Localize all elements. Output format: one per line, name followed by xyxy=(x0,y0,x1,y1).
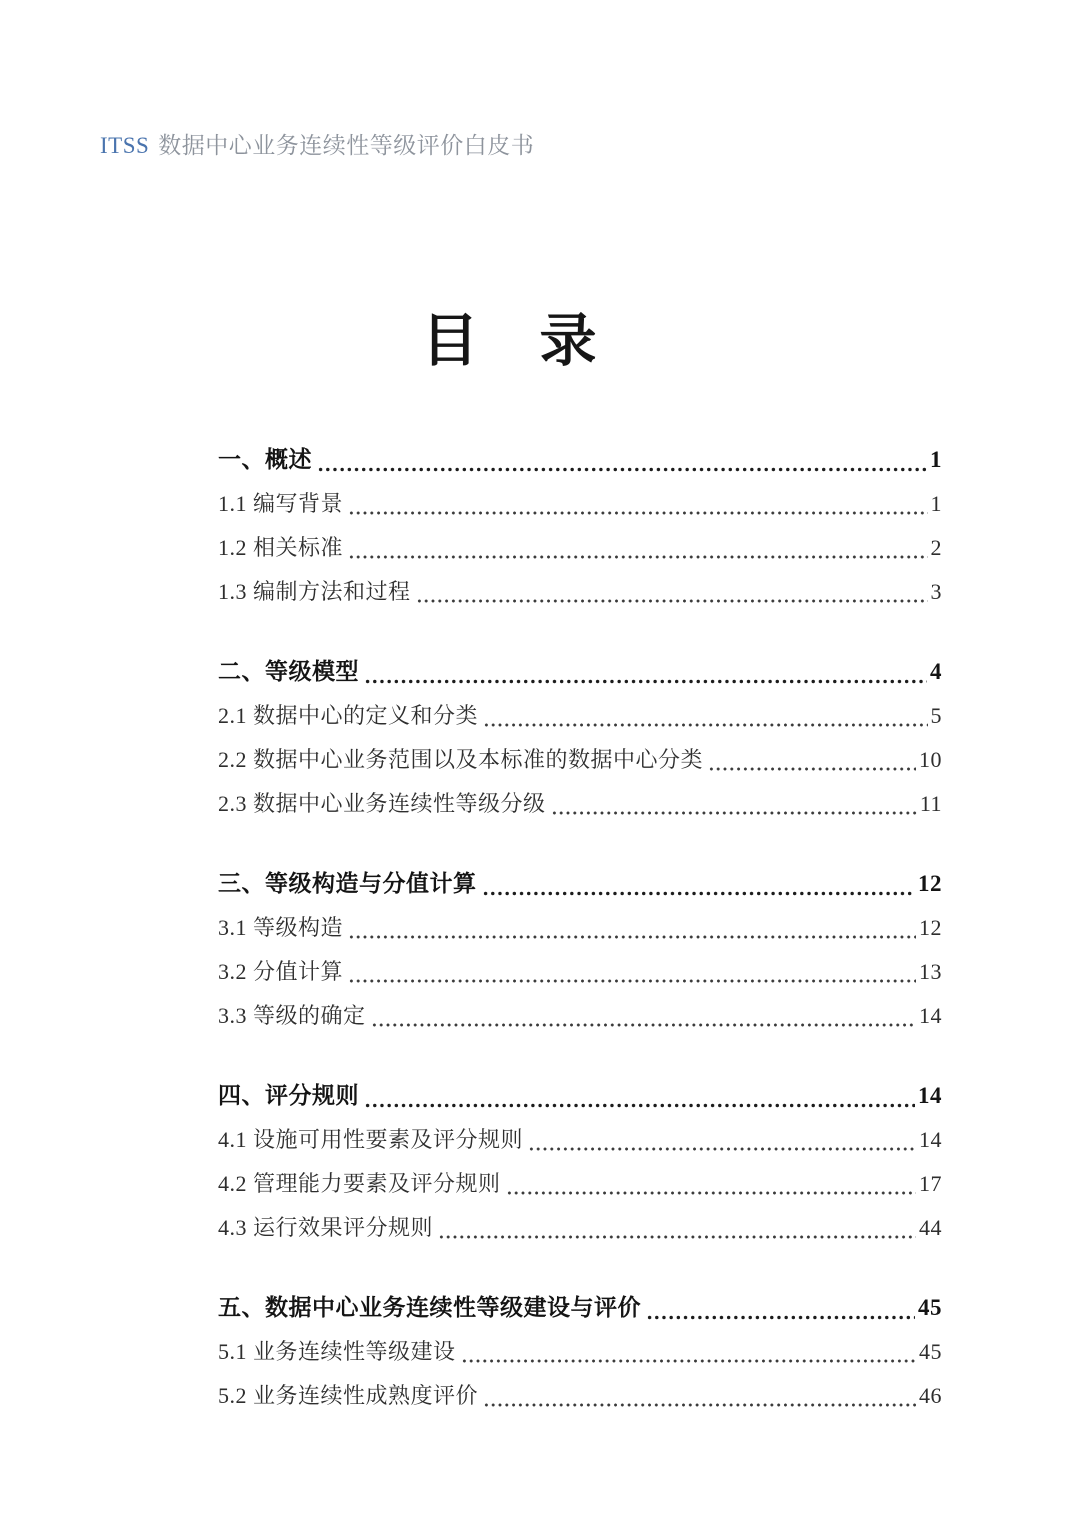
toc-entry-row xyxy=(218,950,942,994)
dot-leader xyxy=(528,1147,916,1151)
dot-leader xyxy=(483,723,927,727)
toc-entry-page: 10 xyxy=(919,747,942,772)
dot-leader xyxy=(551,811,917,815)
toc-entry-title: 5.1 业务连续性等级建设 xyxy=(218,1339,456,1364)
toc-heading-row xyxy=(218,438,942,482)
toc-entry-row xyxy=(218,526,942,570)
toc-entry-row xyxy=(218,570,942,614)
dot-leader xyxy=(646,1315,915,1320)
toc-heading-page: 4 xyxy=(930,659,942,684)
toc-entry-title: 1.3 编制方法和过程 xyxy=(218,579,411,604)
toc-section-5 xyxy=(218,1286,942,1418)
toc-heading-page: 45 xyxy=(918,1295,942,1320)
toc-heading-title: 五、数据中心业务连续性等级建设与评价 xyxy=(218,1295,641,1320)
dot-leader xyxy=(371,1023,916,1027)
toc-heading-title: 三、等级构造与分值计算 xyxy=(218,871,477,896)
toc-heading-row xyxy=(218,650,942,694)
dot-leader xyxy=(438,1235,916,1239)
toc-entry-title: 2.3 数据中心业务连续性等级分级 xyxy=(218,791,546,816)
toc-entry-title: 4.3 运行效果评分规则 xyxy=(218,1215,434,1240)
dot-leader xyxy=(348,511,927,515)
toc-entry-row xyxy=(218,1374,942,1418)
header-brand-itss: ITSS xyxy=(100,133,150,158)
toc-heading-title: 四、评分规则 xyxy=(218,1083,359,1108)
dot-leader xyxy=(317,467,927,472)
dot-leader xyxy=(348,979,916,983)
toc-entry-page: 5 xyxy=(930,703,942,728)
toc-entry-row xyxy=(218,1330,942,1374)
toc-heading-title: 二、等级模型 xyxy=(218,659,359,684)
dot-leader xyxy=(364,679,927,684)
toc-entry-page: 14 xyxy=(919,1127,942,1152)
toc-entry-page: 1 xyxy=(930,491,942,516)
toc-entry-row xyxy=(218,1162,942,1206)
toc-entry-row xyxy=(218,782,942,826)
toc-entry-page: 17 xyxy=(919,1171,942,1196)
toc-entry-row xyxy=(218,694,942,738)
toc-section-3 xyxy=(218,862,942,1038)
toc-section-1 xyxy=(218,438,942,614)
toc-entry-page: 12 xyxy=(919,915,942,940)
toc-heading-page: 14 xyxy=(918,1083,942,1108)
toc-entry-row xyxy=(218,1206,942,1250)
toc-entry-title: 1.1 编写背景 xyxy=(218,491,344,516)
toc-entry-row xyxy=(218,1118,942,1162)
toc-entry-title: 3.3 等级的确定 xyxy=(218,1003,366,1028)
dot-leader xyxy=(348,935,916,939)
toc-entry-title: 4.1 设施可用性要素及评分规则 xyxy=(218,1127,524,1152)
toc-entry-row xyxy=(218,482,942,526)
page-title: 目 录 xyxy=(421,310,599,373)
dot-leader xyxy=(483,1403,916,1407)
toc-section-4 xyxy=(218,1074,942,1250)
toc-entry-page: 14 xyxy=(919,1003,942,1028)
page-header xyxy=(100,130,534,162)
toc-entry-title: 5.2 业务连续性成熟度评价 xyxy=(218,1383,479,1408)
toc-entry-row xyxy=(218,994,942,1038)
dot-leader xyxy=(416,599,928,603)
dot-leader xyxy=(364,1103,915,1108)
toc-entry-page: 13 xyxy=(919,959,942,984)
toc-entry-title: 3.1 等级构造 xyxy=(218,915,344,940)
toc-entry-title: 4.2 管理能力要素及评分规则 xyxy=(218,1171,501,1196)
toc-entry-row xyxy=(218,906,942,950)
toc-entry-page: 44 xyxy=(919,1215,942,1240)
toc-entry-page: 2 xyxy=(930,535,942,560)
toc-entry-title: 1.2 相关标准 xyxy=(218,535,344,560)
toc-heading-page: 12 xyxy=(918,871,942,896)
toc-heading-title: 一、概述 xyxy=(218,447,312,472)
toc-entry-title: 3.2 分值计算 xyxy=(218,959,344,984)
toc-entry-page: 45 xyxy=(919,1339,942,1364)
header-document-title: 数据中心业务连续性等级评价白皮书 xyxy=(158,133,535,158)
dot-leader xyxy=(461,1359,916,1363)
toc-entry-page: 11 xyxy=(919,791,942,816)
toc-entry-page: 46 xyxy=(919,1383,942,1408)
toc-heading-row xyxy=(218,1286,942,1330)
toc-entry-row xyxy=(218,738,942,782)
dot-leader xyxy=(708,767,916,771)
dot-leader xyxy=(482,891,916,896)
toc-heading-row xyxy=(218,862,942,906)
dot-leader xyxy=(506,1191,916,1195)
toc-entry-title: 2.2 数据中心业务范围以及本标准的数据中心分类 xyxy=(218,747,704,772)
toc-heading-page: 1 xyxy=(930,447,942,472)
table-of-contents xyxy=(218,438,942,1418)
toc-entry-page: 3 xyxy=(930,579,942,604)
toc-entry-title: 2.1 数据中心的定义和分类 xyxy=(218,703,479,728)
dot-leader xyxy=(348,555,927,559)
toc-heading-row xyxy=(218,1074,942,1118)
toc-section-2 xyxy=(218,650,942,826)
